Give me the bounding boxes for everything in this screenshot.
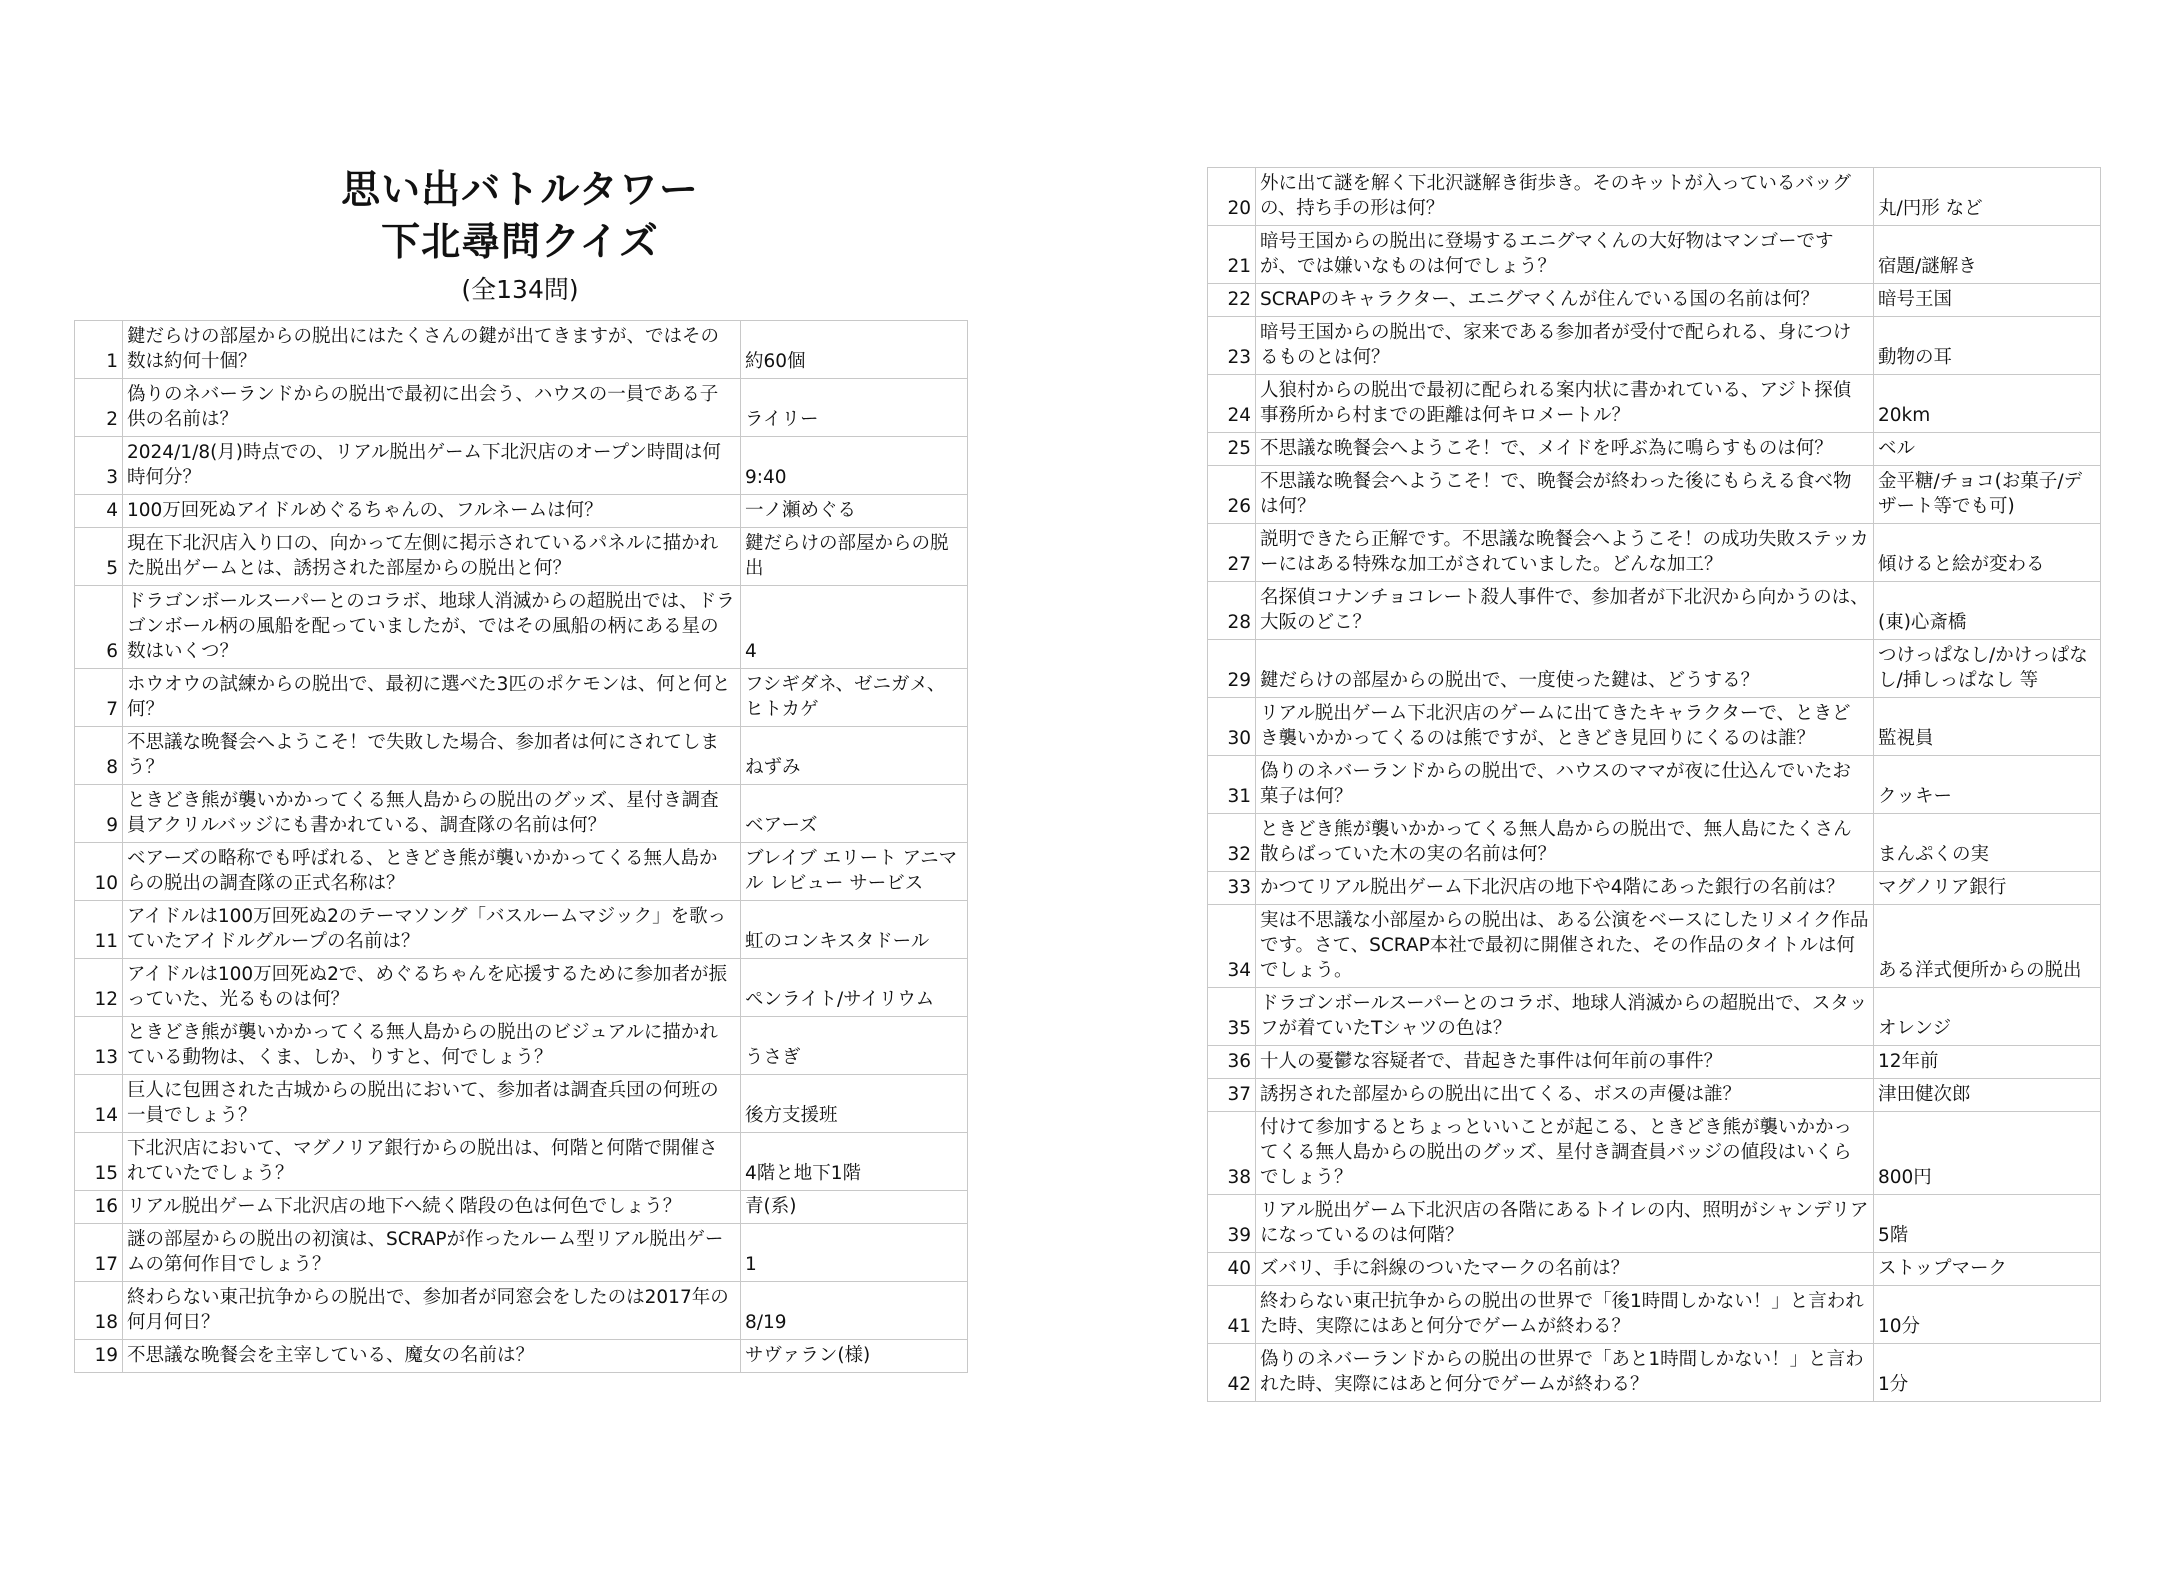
- table-row: [75, 1191, 968, 1224]
- question-text: 不思議な晩餐会へようこそ！で失敗した場合、参加者は何にされてしまう？: [123, 727, 741, 785]
- answer-text: ストップマーク: [1874, 1253, 2101, 1286]
- question-number: 5: [75, 528, 123, 586]
- table-row: [75, 379, 968, 437]
- question-text: リアル脱出ゲーム下北沢店の各階にあるトイレの内、照明がシャンデリアになっているのは何階？: [1256, 1195, 1874, 1253]
- answer-text: オレンジ: [1874, 988, 2101, 1046]
- quiz-table-right-body: [1208, 168, 2101, 1402]
- answer-text: サヴァラン(様): [741, 1340, 968, 1373]
- table-row: [75, 785, 968, 843]
- question-number: 7: [75, 669, 123, 727]
- question-number: 8: [75, 727, 123, 785]
- table-row: [75, 495, 968, 528]
- table-row: [75, 669, 968, 727]
- question-text: 偽りのネバーランドからの脱出で、ハウスのママが夜に仕込んでいたお菓子は何？: [1256, 756, 1874, 814]
- question-number: 35: [1208, 988, 1256, 1046]
- table-row: [1208, 872, 2101, 905]
- answer-text: 1: [741, 1224, 968, 1282]
- question-number: 16: [75, 1191, 123, 1224]
- question-text: 100万回死ぬアイドルめぐるちゃんの、フルネームは何？: [123, 495, 741, 528]
- table-row: [1208, 582, 2101, 640]
- question-text: 誘拐された部屋からの脱出に出てくる、ボスの声優は誰？: [1256, 1079, 1874, 1112]
- answer-text: クッキー: [1874, 756, 2101, 814]
- answer-text: 青(系): [741, 1191, 968, 1224]
- answer-text: まんぷくの実: [1874, 814, 2101, 872]
- question-text: 鍵だらけの部屋からの脱出で、一度使った鍵は、どうする？: [1256, 640, 1874, 698]
- answer-text: 金平糖/チョコ(お菓子/デザート等でも可): [1874, 466, 2101, 524]
- title-block: [75, 165, 965, 311]
- table-row: [1208, 284, 2101, 317]
- question-text: 暗号王国からの脱出で、家来である参加者が受付で配られる、身につけるものとは何？: [1256, 317, 1874, 375]
- question-number: 36: [1208, 1046, 1256, 1079]
- table-row: [1208, 1046, 2101, 1079]
- answer-text: (東)心斎橋: [1874, 582, 2101, 640]
- question-number: 28: [1208, 582, 1256, 640]
- answer-text: ベアーズ: [741, 785, 968, 843]
- answer-text: 傾けると絵が変わる: [1874, 524, 2101, 582]
- table-row: [1208, 1112, 2101, 1195]
- table-row: [1208, 640, 2101, 698]
- table-row: [1208, 524, 2101, 582]
- question-number: 23: [1208, 317, 1256, 375]
- question-text: 暗号王国からの脱出に登場するエニグマくんの大好物はマンゴーですが、では嫌いなものは何でしょう？: [1256, 226, 1874, 284]
- question-text: ズバリ、手に斜線のついたマークの名前は？: [1256, 1253, 1874, 1286]
- question-text: 名探偵コナンチョコレート殺人事件で、参加者が下北沢から向かうのは、大阪のどこ？: [1256, 582, 1874, 640]
- question-text: 終わらない東卍抗争からの脱出の世界で「後1時間しかない！」と言われた時、実際にはあと何分でゲームが終わる？: [1256, 1286, 1874, 1344]
- answer-text: 動物の耳: [1874, 317, 2101, 375]
- quiz-table-right: [1207, 167, 2101, 1402]
- answer-text: 約60個: [741, 321, 968, 379]
- answer-text: フシギダネ、ゼニガメ、ヒトカゲ: [741, 669, 968, 727]
- table-row: [1208, 226, 2101, 284]
- question-text: 実は不思議な小部屋からの脱出は、ある公演をベースにしたリメイク作品です。さて、SCRAP本社で最初に開催された、その作品のタイトルは何でしょう。: [1256, 905, 1874, 988]
- question-number: 11: [75, 901, 123, 959]
- question-number: 31: [1208, 756, 1256, 814]
- question-number: 1: [75, 321, 123, 379]
- question-text: ドラゴンボールスーパーとのコラボ、地球人消滅からの超脱出では、ドラゴンボール柄の風船を配っていましたが、ではその風船の柄にある星の数はいくつ？: [123, 586, 741, 669]
- table-row: [1208, 1253, 2101, 1286]
- page-title-second-line: 下北尋問クイズ: [381, 220, 659, 265]
- table-row: [75, 1282, 968, 1340]
- question-text: ドラゴンボールスーパーとのコラボ、地球人消滅からの超脱出で、スタッフが着ていたTシャツの色は？: [1256, 988, 1874, 1046]
- answer-text: 津田健次郎: [1874, 1079, 2101, 1112]
- question-text: 外に出て謎を解く下北沢謎解き街歩き。そのキットが入っているバッグの、持ち手の形は何？: [1256, 168, 1874, 226]
- question-text: 2024/1/8(月)時点での、リアル脱出ゲーム下北沢店のオープン時間は何時何分？: [123, 437, 741, 495]
- table-row: [75, 528, 968, 586]
- question-text: アイドルは100万回死ぬ2で、めぐるちゃんを応援するために参加者が振っていた、光るものは何？: [123, 959, 741, 1017]
- table-row: [75, 843, 968, 901]
- table-row: [1208, 814, 2101, 872]
- table-row: [75, 586, 968, 669]
- question-number: 26: [1208, 466, 1256, 524]
- question-number: 21: [1208, 226, 1256, 284]
- answer-text: ある洋式便所からの脱出: [1874, 905, 2101, 988]
- table-row: [75, 437, 968, 495]
- answer-text: 丸/円形 など: [1874, 168, 2101, 226]
- table-row: [75, 959, 968, 1017]
- answer-text: 4階と地下1階: [741, 1133, 968, 1191]
- question-text: SCRAPのキャラクター、エニグマくんが住んでいる国の名前は何？: [1256, 284, 1874, 317]
- table-row: [75, 901, 968, 959]
- question-number: 13: [75, 1017, 123, 1075]
- table-row: [75, 727, 968, 785]
- question-number: 30: [1208, 698, 1256, 756]
- question-text: 偽りのネバーランドからの脱出の世界で「あと1時間しかない！」と言われた時、実際にはあと何分でゲームが終わる？: [1256, 1344, 1874, 1402]
- question-text: ホウオウの試練からの脱出で、最初に選べた3匹のポケモンは、何と何と何？: [123, 669, 741, 727]
- question-number: 19: [75, 1340, 123, 1373]
- question-text: 下北沢店において、マグノリア銀行からの脱出は、何階と何階で開催されていたでしょう？: [123, 1133, 741, 1191]
- question-number: 29: [1208, 640, 1256, 698]
- table-row: [1208, 1286, 2101, 1344]
- question-number: 15: [75, 1133, 123, 1191]
- answer-text: ベル: [1874, 433, 2101, 466]
- answer-text: マグノリア銀行: [1874, 872, 2101, 905]
- question-number: 9: [75, 785, 123, 843]
- table-row: [1208, 317, 2101, 375]
- answer-text: 12年前: [1874, 1046, 2101, 1079]
- answer-text: ライリー: [741, 379, 968, 437]
- question-number: 40: [1208, 1253, 1256, 1286]
- question-number: 3: [75, 437, 123, 495]
- question-number: 33: [1208, 872, 1256, 905]
- question-text: 十人の憂鬱な容疑者で、昔起きた事件は何年前の事件？: [1256, 1046, 1874, 1079]
- question-text: 人狼村からの脱出で最初に配られる案内状に書かれている、アジト探偵事務所から村までの距離は何キロメートル？: [1256, 375, 1874, 433]
- answer-text: 後方支援班: [741, 1075, 968, 1133]
- question-number: 4: [75, 495, 123, 528]
- answer-text: 10分: [1874, 1286, 2101, 1344]
- question-text: ときどき熊が襲いかかってくる無人島からの脱出のビジュアルに描かれている動物は、くま、しか、りすと、何でしょう？: [123, 1017, 741, 1075]
- answer-text: 4: [741, 586, 968, 669]
- answer-text: ブレイブ エリート アニマル レビュー サービス: [741, 843, 968, 901]
- table-row: [1208, 433, 2101, 466]
- answer-text: 暗号王国: [1874, 284, 2101, 317]
- question-number: 20: [1208, 168, 1256, 226]
- answer-text: 1分: [1874, 1344, 2101, 1402]
- table-row: [75, 1224, 968, 1282]
- question-text: リアル脱出ゲーム下北沢店の地下へ続く階段の色は何色でしょう？: [123, 1191, 741, 1224]
- table-row: [75, 1075, 968, 1133]
- table-row: [75, 1133, 968, 1191]
- question-number: 41: [1208, 1286, 1256, 1344]
- question-text: 鍵だらけの部屋からの脱出にはたくさんの鍵が出てきますが、ではその数は約何十個？: [123, 321, 741, 379]
- question-number: 17: [75, 1224, 123, 1282]
- table-row: [1208, 1079, 2101, 1112]
- page-subtitle: (全134問): [461, 275, 579, 304]
- answer-text: 5階: [1874, 1195, 2101, 1253]
- question-text: ときどき熊が襲いかかってくる無人島からの脱出のグッズ、星付き調査員アクリルバッジにも書かれている、調査隊の名前は何？: [123, 785, 741, 843]
- table-row: [75, 321, 968, 379]
- table-row: [1208, 1195, 2101, 1253]
- question-number: 27: [1208, 524, 1256, 582]
- question-text: かつてリアル脱出ゲーム下北沢店の地下や4階にあった銀行の名前は？: [1256, 872, 1874, 905]
- answer-text: 監視員: [1874, 698, 2101, 756]
- question-number: 24: [1208, 375, 1256, 433]
- answer-text: 虹のコンキスタドール: [741, 901, 968, 959]
- quiz-table-left-body: [75, 321, 968, 1373]
- question-text: ときどき熊が襲いかかってくる無人島からの脱出で、無人島にたくさん散らばっていた木の実の名前は何？: [1256, 814, 1874, 872]
- question-number: 38: [1208, 1112, 1256, 1195]
- answer-text: 一ノ瀬めぐる: [741, 495, 968, 528]
- table-row: [1208, 698, 2101, 756]
- question-text: リアル脱出ゲーム下北沢店のゲームに出てきたキャラクターで、ときどき襲いかかってくるのは熊ですが、ときどき見回りにくるのは誰？: [1256, 698, 1874, 756]
- question-number: 39: [1208, 1195, 1256, 1253]
- answer-text: 9:40: [741, 437, 968, 495]
- question-number: 34: [1208, 905, 1256, 988]
- table-row: [1208, 168, 2101, 226]
- table-row: [1208, 466, 2101, 524]
- answer-text: 鍵だらけの部屋からの脱出: [741, 528, 968, 586]
- question-text: 謎の部屋からの脱出の初演は、SCRAPが作ったルーム型リアル脱出ゲームの第何作目でしょう？: [123, 1224, 741, 1282]
- question-number: 22: [1208, 284, 1256, 317]
- question-text: 不思議な晩餐会を主宰している、魔女の名前は？: [123, 1340, 741, 1373]
- question-number: 12: [75, 959, 123, 1017]
- question-number: 18: [75, 1282, 123, 1340]
- answer-text: ねずみ: [741, 727, 968, 785]
- table-row: [1208, 1344, 2101, 1402]
- table-row: [75, 1340, 968, 1373]
- question-number: 2: [75, 379, 123, 437]
- question-text: 偽りのネバーランドからの脱出で最初に出会う、ハウスの一員である子供の名前は？: [123, 379, 741, 437]
- question-text: アイドルは100万回死ぬ2のテーマソング「バスルームマジック」を歌っていたアイドルグループの名前は？: [123, 901, 741, 959]
- table-row: [1208, 988, 2101, 1046]
- question-number: 6: [75, 586, 123, 669]
- question-text: 説明できたら正解です。不思議な晩餐会へようこそ！の成功失敗ステッカーにはある特殊な加工がされていました。どんな加工？: [1256, 524, 1874, 582]
- answer-text: ペンライト/サイリウム: [741, 959, 968, 1017]
- answer-text: 宿題/謎解き: [1874, 226, 2101, 284]
- page-title: 思い出バトルタワー: [341, 168, 699, 213]
- question-number: 10: [75, 843, 123, 901]
- question-number: 14: [75, 1075, 123, 1133]
- question-text: 現在下北沢店入り口の、向かって左側に掲示されているパネルに描かれた脱出ゲームとは、誘拐された部屋からの脱出と何？: [123, 528, 741, 586]
- question-text: 付けて参加するとちょっといいことが起こる、ときどき熊が襲いかかってくる無人島からの脱出のグッズ、星付き調査員バッジの値段はいくらでしょう？: [1256, 1112, 1874, 1195]
- question-text: 不思議な晩餐会へようこそ！で、メイドを呼ぶ為に鳴らすものは何？: [1256, 433, 1874, 466]
- answer-text: つけっぱなし/かけっぱなし/挿しっぱなし 等: [1874, 640, 2101, 698]
- answer-text: 8/19: [741, 1282, 968, 1340]
- question-text: ベアーズの略称でも呼ばれる、ときどき熊が襲いかかってくる無人島からの脱出の調査隊の正式名称は？: [123, 843, 741, 901]
- table-row: [1208, 905, 2101, 988]
- question-text: 終わらない東卍抗争からの脱出で、参加者が同窓会をしたのは2017年の何月何日？: [123, 1282, 741, 1340]
- answer-text: 800円: [1874, 1112, 2101, 1195]
- table-row: [75, 1017, 968, 1075]
- question-text: 巨人に包囲された古城からの脱出において、参加者は調査兵団の何班の一員でしょう？: [123, 1075, 741, 1133]
- question-number: 42: [1208, 1344, 1256, 1402]
- answer-text: うさぎ: [741, 1017, 968, 1075]
- table-row: [1208, 375, 2101, 433]
- question-number: 32: [1208, 814, 1256, 872]
- answer-text: 20km: [1874, 375, 2101, 433]
- quiz-table-left: [74, 320, 968, 1373]
- question-number: 37: [1208, 1079, 1256, 1112]
- question-number: 25: [1208, 433, 1256, 466]
- question-text: 不思議な晩餐会へようこそ！で、晩餐会が終わった後にもらえる食べ物は何？: [1256, 466, 1874, 524]
- table-row: [1208, 756, 2101, 814]
